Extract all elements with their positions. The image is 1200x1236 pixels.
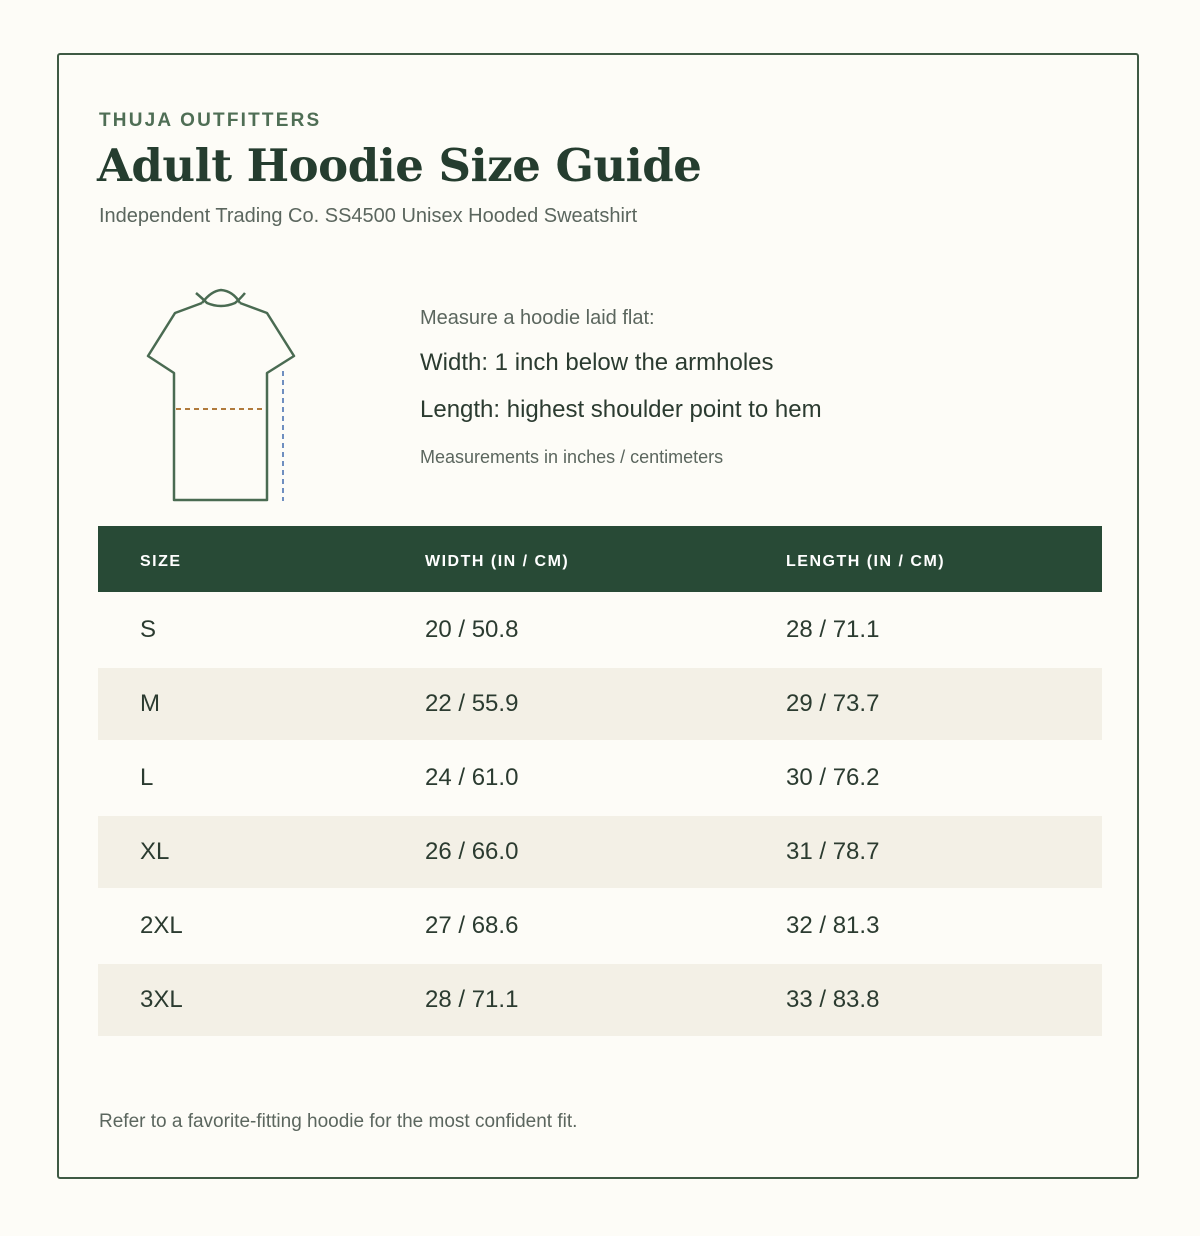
cell-size: S — [140, 616, 157, 643]
header-length: LENGTH (IN / CM) — [786, 553, 946, 570]
cell-length: 33 / 83.8 — [786, 986, 880, 1013]
hoodie-measure-diagram-icon — [145, 283, 305, 505]
cell-length: 31 / 78.7 — [786, 838, 880, 865]
cell-size: L — [140, 764, 154, 791]
cell-width: 27 / 68.6 — [425, 912, 519, 939]
brand-name: THUJA OUTFITTERS — [99, 110, 322, 131]
hoodie-outline — [148, 303, 294, 500]
table-row — [98, 888, 1102, 964]
size-guide-card — [57, 53, 1139, 1179]
table-row — [98, 740, 1102, 816]
cell-length: 32 / 81.3 — [786, 912, 880, 939]
measure-intro: Measure a hoodie laid flat: — [420, 307, 655, 329]
fit-tip: Refer to a favorite-fitting hoodie for the most confident fit. — [99, 1111, 578, 1132]
cell-width: 22 / 55.9 — [425, 690, 519, 717]
width-instruction: Width: 1 inch below the armholes — [420, 349, 774, 376]
cell-length: 29 / 73.7 — [786, 690, 880, 717]
cell-width: 26 / 66.0 — [425, 838, 519, 865]
table-row — [98, 816, 1102, 888]
cell-width: 24 / 61.0 — [425, 764, 519, 791]
cell-size: 2XL — [140, 912, 183, 939]
header-size: SIZE — [140, 553, 182, 570]
table-row — [98, 592, 1102, 668]
cell-size: XL — [140, 838, 170, 865]
cell-length: 28 / 71.1 — [786, 616, 880, 643]
header-width: WIDTH (IN / CM) — [425, 553, 570, 570]
hoodie-hood — [202, 290, 240, 303]
size-table — [98, 526, 1102, 1036]
table-header — [98, 526, 1102, 592]
table-row — [98, 964, 1102, 1036]
cell-width: 20 / 50.8 — [425, 616, 519, 643]
product-subtitle: Independent Trading Co. SS4500 Unisex Hooded Sweatshirt — [99, 205, 638, 227]
cell-length: 30 / 76.2 — [786, 764, 880, 791]
length-instruction: Length: highest shoulder point to hem — [420, 396, 822, 423]
table-row — [98, 668, 1102, 740]
cell-width: 28 / 71.1 — [425, 986, 519, 1013]
page-title: Adult Hoodie Size Guide — [97, 139, 702, 192]
cell-size: M — [140, 690, 160, 717]
units-note: Measurements in inches / centimeters — [420, 447, 724, 467]
cell-size: 3XL — [140, 986, 183, 1013]
